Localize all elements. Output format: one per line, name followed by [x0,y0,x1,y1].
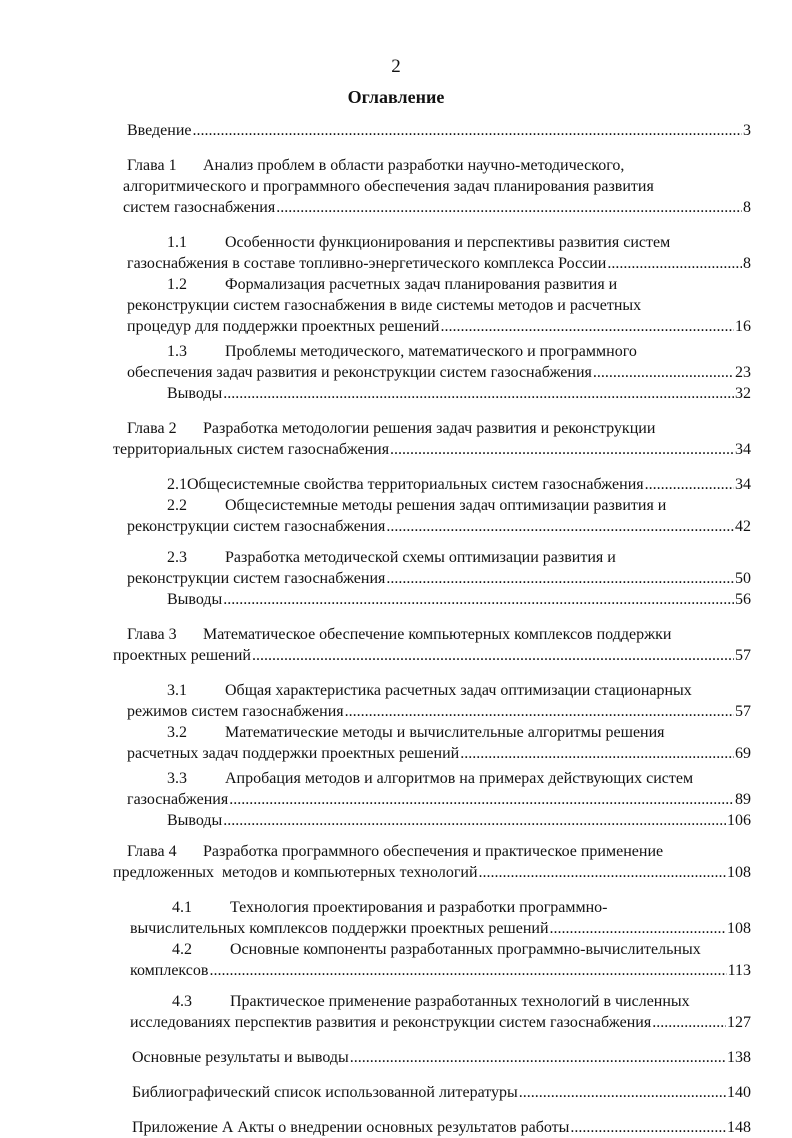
toc-entry-chapter-1[interactable] [123,155,751,218]
toc-entry-page: 8 [743,255,751,272]
toc-entry-line: Общая характеристика расчетных задач оптимизации стационарных [225,682,692,699]
toc-entry-introduction[interactable] [127,120,751,141]
toc-entry-line: Апробация методов и алгоритмов на примерах действующих систем [225,770,694,787]
toc-entry-line: Общесистемные методы решения задач оптимизации развития и [225,497,667,514]
toc-entry-page: 42 [735,518,751,535]
toc-entry-section-1-3[interactable] [127,341,751,383]
toc-entry-number: Глава 3 [127,626,177,643]
toc-entry-bibliography[interactable] [127,1082,751,1103]
toc-entry-page: 32 [735,385,751,402]
toc-entry-number: 4.1 [172,899,192,916]
toc-entry-label: Введение [127,122,192,139]
toc-entry-line: алгоритмического и программного обеспечения задач планирования развития [123,178,654,195]
toc-entry-line: Математическое обеспечение компьютерных комплексов поддержки [203,626,672,643]
toc-entry-page: 140 [727,1084,751,1101]
toc-entry-line: Анализ проблем в области разработки научно-методического, [203,157,625,174]
toc-entry-conclusions-1[interactable] [127,383,751,404]
toc-entry-page: 113 [727,962,751,979]
toc-entry-chapter-3[interactable] [113,624,751,666]
toc-entry-page: 34 [735,476,751,493]
toc-entry-section-1-1[interactable] [127,232,751,274]
toc-entry-chapter-2[interactable] [113,418,751,460]
toc-entry-number: 2.1 [167,476,187,493]
toc-entry-number: Глава 4 [127,843,177,860]
toc-entry-label: Основные результаты и выводы [132,1049,349,1066]
toc-entry-page: 3 [743,122,751,139]
toc-entry-label: расчетных задач поддержки проектных решений [127,745,460,762]
toc-entry-section-4-2[interactable] [127,939,751,981]
toc-entry-section-4-3[interactable] [127,991,751,1033]
toc-entry-page: 57 [735,647,751,664]
toc-entry-page: 108 [727,920,751,937]
toc-entry-number: 1.3 [167,343,187,360]
toc-entry-label: систем газоснабжения [123,199,276,216]
toc-title: Оглавление [347,87,445,107]
toc-entry-label: исследованиях перспектив развития и реконструкции систем газоснабжения [130,1014,652,1031]
toc-entry-section-4-1[interactable] [127,897,751,939]
toc-entry-label: Выводы [167,812,223,829]
toc-entry-number: 4.3 [172,993,192,1010]
toc-entry-label: территориальных систем газоснабжения [113,441,390,458]
toc-entry-line: Математические методы и вычислительные алгоритмы решения [225,724,665,741]
toc-entry-number: 3.3 [167,770,187,787]
toc-entry-number: Глава 2 [127,420,177,437]
toc-entry-line: Основные компоненты разработанных программно-вычислительных [230,941,701,958]
toc-entry-label: Выводы [167,385,223,402]
toc-entry-number: Глава 1 [127,157,177,174]
toc-entry-line: реконструкции систем газоснабжения в виде системы методов и расчетных [127,297,642,314]
toc-entry-line: Формализация расчетных задач планирования развития и [225,276,618,293]
toc-entry-label: режимов систем газоснабжения [127,703,344,720]
toc-entry-page: 34 [735,441,751,458]
toc-entry-number: 4.2 [172,941,192,958]
toc-entry-page: 16 [735,318,751,335]
toc-entry-number: 3.2 [167,724,187,741]
toc-entry-label: реконструкции систем газоснабжения [127,570,386,587]
toc-entry-page: 127 [727,1014,751,1031]
toc-entry-section-1-2[interactable] [127,274,751,337]
toc-entry-number: 2.3 [167,549,187,566]
toc-entry-line: Разработка методической схемы оптимизации развития и [225,549,616,566]
toc-entry-line: Технология проектирования и разработки программно- [230,899,608,916]
toc-entry-page: 138 [727,1049,751,1066]
toc-entry-label: процедур для поддержки проектных решений [127,318,440,335]
toc-entry-page: 106 [727,812,751,829]
toc-entry-label: газоснабжения в составе топливно-энергетического комплекса России [127,255,607,272]
toc-entry-label: проектных решений [113,647,251,664]
toc-entry-main-results[interactable] [127,1047,751,1068]
toc-entry-label: комплексов [130,962,209,979]
toc-entry-page: 23 [735,364,751,381]
toc-entry-label: Библиографический список использованной литературы [132,1084,518,1101]
toc-entry-section-2-2[interactable] [127,495,751,537]
toc-entry-section-3-3[interactable] [127,768,751,810]
toc-entry-conclusions-2[interactable] [127,589,751,610]
toc-entry-number: 3.1 [167,682,187,699]
toc-entry-label: вычислительных комплексов поддержки проектных решений [130,920,549,937]
toc-entry-number: 2.2 [167,497,187,514]
toc-entry-label: обеспечения задач развития и реконструкции систем газоснабжения [127,364,592,381]
toc-entry-label: Общесистемные свойства территориальных систем газоснабжения [187,476,644,493]
toc-entry-page: 57 [735,703,751,720]
toc-entry-line: Практическое применение разработанных технологий в численных [230,993,690,1010]
toc-entry-section-3-1[interactable] [127,680,751,722]
toc-entry-section-2-1[interactable] [127,474,751,495]
toc-entry-page: 56 [735,591,751,608]
toc-entry-page: 108 [727,864,751,881]
toc-entry-appendix-a[interactable] [127,1117,751,1138]
toc-entry-line: Особенности функционирования и перспективы развития систем [225,234,671,251]
toc-entry-section-3-2[interactable] [127,722,751,764]
toc-entry-number: 1.1 [167,234,187,251]
toc-entry-label: предложенных методов и компьютерных технологий [113,864,478,881]
toc-entry-line: Проблемы методического, математического и программного [225,343,637,360]
toc-entry-line: Разработка программного обеспечения и практическое применение [203,843,664,860]
toc-entry-page: 50 [735,570,751,587]
toc-entry-label: Выводы [167,591,223,608]
toc-entry-page: 89 [735,791,751,808]
page-number: 2 [391,56,401,77]
toc-entry-line: Разработка методологии решения задач развития и реконструкции [203,420,656,437]
toc-entry-label: реконструкции систем газоснабжения [127,518,386,535]
toc-entry-label: Приложение А Акты о внедрении основных результатов работы [132,1119,570,1136]
toc-entry-page: 69 [735,745,751,762]
toc-entry-page: 148 [727,1119,751,1136]
toc-entry-section-2-3[interactable] [127,547,751,589]
toc-entry-label: газоснабжения [127,791,229,808]
toc-entry-chapter-4[interactable] [113,841,751,883]
toc-entry-number: 1.2 [167,276,187,293]
toc-entry-conclusions-3[interactable] [127,810,751,831]
toc-entry-page: 8 [743,199,751,216]
table-of-contents [113,120,751,1138]
